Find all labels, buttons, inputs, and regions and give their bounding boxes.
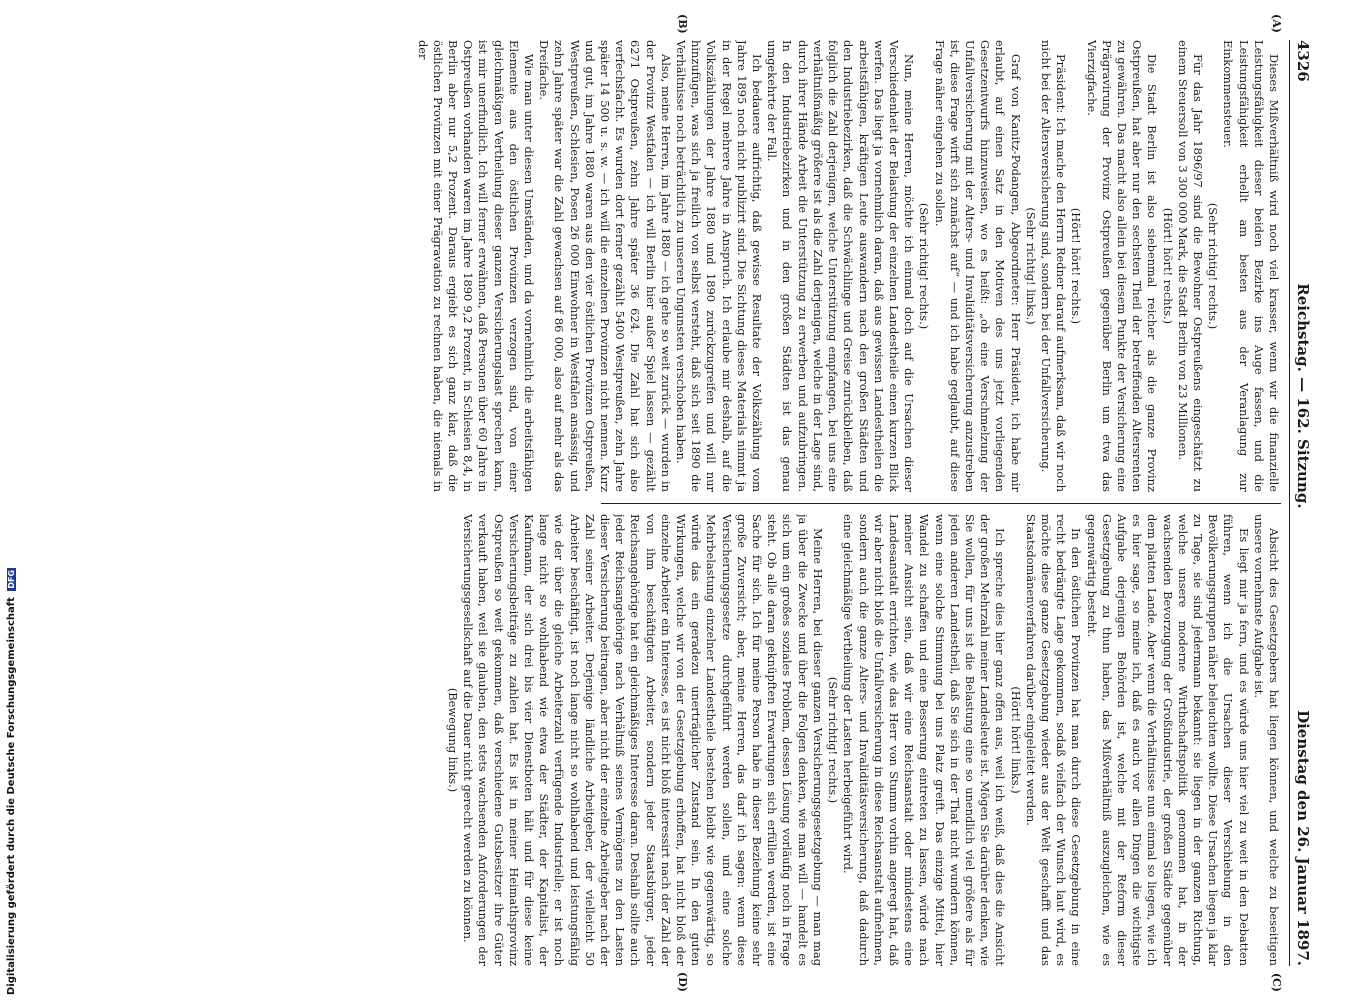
paragraph: Meine Herren, bei dieser ganzen Versicherungsgesetzgebung — man mag ja über die Zwecke und über die Folgen denken, wie man will — handelt es sich um ein großes soziales Problem, dessen Lösung vorläufig noch in Frage steht. Ob alle daran geknüpften Erwartungen sich erfüllen werden, ist eine Sache für sich. Ich für meine Person habe in dieser Beziehung keine sehr große Zuversicht; aber, meine Herren, das darf ich sagen: wenn diese Versicherungsgesetze durchgeführt werden sollen, und eine solche Mehrbelastung einzelner Landestheile bestehen bleibt wie gegenwärtig, so würde das ein geradezu unerträglicher Zustand sein. In den guten Wirkungen, welche wir von der Gesetzgebung erhoffen, hat nicht bloß der einzelne Arbeiter ein Interesse, es ist nicht bloß interessirt nach der Zahl der von ihm beschäftigten Arbeiter, sondern jeder Staatsbürger, jeder Reichsangehörige hat ein gleichmäßiges Interesse daran. Deshalb sollte auch jeder Reichsangehörige nach Verhältniß seines Vermögens zu den Lasten dieser Versicherung beitragen, aber nicht der einzelne Arbeitgeber nach der Zahl seiner Arbeiter. Derjenige ländliche Arbeitgeber, der vielleicht 50 Arbeiter beschäftigt, ist noch lange nicht so wohlhabend und leistungsfähig wie der über die gleiche Arbeiterzahl verfügende Industrielle; er ist noch lange nicht so wohlhabend wie etwa der Städter, der Kapitalist, der Kaufmann, der sich drei bis vier Dienstboten hält und für diese keine Versicherungsbeiträge zu zahlen hat. Es ist in meiner Heimathsprovinz Ostpreußen so weit gekommen, daß verschiedene Gutsbesitzer ihre Güter verkauft haben, weil sie glauben, den stets wachsenden Anforderungen der Versicherungsgesellschaft auf die Dauer nicht gerecht werden zu können. — [461, 514, 825, 966]
paragraph: Absicht des Gesetzgebers hat liegen können, und welche zu beseitigen unsere vornehmste Aufgabe ist. — [1251, 514, 1281, 966]
margin-marker-b: (B) — [676, 14, 689, 34]
paragraph: (Sehr richtig! rechts.) — [917, 202, 932, 330]
dfg-logo: DFG — [7, 569, 16, 589]
column-divider — [601, 503, 1281, 504]
margin-marker-a: (A) — [1270, 14, 1283, 33]
paragraph: (Hört! hört! links.) — [1008, 686, 1023, 794]
paragraph: In den östlichen Provinzen hat man durch diese Gesetzgebung in eine recht bedrängte Lage gekommen, sodaß vielfach der Wunsch laut wird, es möchte diese ganze Gesetzgebung wieder aus der Welt geschafft und das Staatsdomänenverfahren darüber eingeleitet werden. — [1023, 514, 1084, 966]
margin-marker-c: (C) — [1270, 972, 1283, 992]
margin-marker-d: (D) — [676, 972, 689, 992]
paragraph: Ich bedauere aufrichtig, daß gewisse Resultate der Volkszählung vom Jahre 1895 noch nicht publizirt sind. Die Sichtung dieses Materials nimmt ja in der Regel mehrere Jahre in Anspruch. Ich erlaube mir deshalb, auf die Volkszählungen der Jahre 1880 und 1890 zurückzugreifen und will nur hinzufügen, was sich ja freilich von selbst versteht, daß sich seit 1890 die Verhältnisse noch beträchtlich zu unseren Ungunsten verschoben haben. — [674, 40, 765, 492]
paragraph: Dieses Mißverhältniß wird noch viel krasser, wenn wir die finanzielle Leistungsfähigkeit dieser beiden Bezirke ins Auge fassen, und die Leistungsfähigkeit erhellt am besten aus der Veranlagung zur Einkommensteuer. — [1221, 40, 1281, 492]
document-page — [30, 0, 1330, 1000]
paragraph: Für das Jahr 1896/97 sind die Bewohner Ostpreußens eingeschätzt zu einem Steuersoll von 3 300 000 Mark, die Stadt Berlin von 23 Millionen. — [1175, 40, 1205, 492]
paragraph: Nun, meine Herren, möchte ich einmal doch auf die Ursachen dieser Verschiedenheit der Belastung der einzelnen Landestheile einen kurzen Blick werfen. Das liegt ja vornehmlich daran, daß aus gewissen Landestheilen die arbeitsfähigen, kräftigen Leute auswandern nach den großen Städten und den Industriebezirken, daß die Schwächlinge und Greise zurückbleiben, daß folglich die Zahl derjenigen, welche Unterstützung empfangen, bei uns eine verhältnißmäßig größere ist als die Zahl derjenigen, welche in der Lage sind, durch ihrer Hände Arbeit die Unterstützung zu erwerben und aufzubringen. In den Industriebezirken und in den großen Städten ist das genau umgekehrte der Fall. — [765, 40, 917, 492]
paragraph: (Sehr richtig! links.) — [1023, 207, 1038, 325]
page-number: 4326 — [1294, 40, 1312, 82]
paragraph: Präsident: Ich mache den Herrn Redner darauf aufmerksam, daß wir noch nicht bei der Altersversicherung sind, sondern bei der Unfallversicherung. — [1038, 40, 1069, 492]
right-column — [101, 514, 1281, 966]
left-column — [101, 40, 1281, 492]
paragraph: Graf von Kanitz-Podangen, Abgeordneter: Herr Präsident, ich habe mir erlaubt, auf einen Satz in den Motiven des uns jetzt vorliegenden Gesetzentwurfs hinzuweisen, wo es heißt: „ob eine Verschmelzung der Unfallversicherung mit der Alters- und Invaliditätsversicherung anzustreben ist, diese Frage wirft sich zunächst auf“ — und ich habe geglaubt, auf diese Frage näher eingehen zu sollen. — [932, 40, 1023, 492]
session-date: Dienstag den 26. Januar 1897. — [1294, 710, 1312, 966]
text-columns — [101, 14, 1283, 992]
paragraph: (Bewegung links.) — [446, 687, 461, 793]
session-title: Reichstag. — 162. Sitzung. — [1294, 283, 1312, 509]
paragraph: Ich spreche dies hier ganz offen aus, weil ich weiß, daß dies die Ansicht der großen Mehrzahl meiner Landesleute ist. Mögen Sie darüber denken, wie Sie wollen, für uns ist die Belastung eine so unendlich viel größere als für jeden anderen Landestheil, daß Sie sich in der That nicht wundern können, wenn eine solche Stimmung bei uns Platz greift. Das einzige Mittel, hier Wandel zu schaffen und eine Besserung eintreten zu lassen, würde nach meiner Ansicht sein, daß wir eine Reichsanstalt oder mindestens eine Landesanstalt errichten, wie das Herr von Stumm vorhin angeregt hat, daß wir aber nicht bloß die Unfallversicherung in diese Reichsanstalt aufnehmen, sondern auch die ganze Alters- und Invaliditätsversicherung, daß dadurch eine gleichmäßige Vertheilung der Lasten herbeigeführt wird. — [841, 514, 1008, 966]
paragraph: (Hört! hört! rechts.) — [1160, 207, 1175, 325]
paragraph: Es liegt mir ja fern, und es würde uns hier viel zu weit in den Debatten führen, wenn ich die Ursachen dieser Verschiebung in den Bevölkerungsgruppen näher beleuchten wollte. Diese Ursachen liegen ja klar zu Tage, sie sind jedermann bekannt: sie liegen in der ganzen Richtung, welche unsere moderne Wirthschaftspolitik genommen hat, in der wachsenden Bevorzugung der Großindustrie, der großen Städte gegenüber dem platten Lande. Aber wenn die Verhältnisse nun einmal so liegen, wie ich es hier sage, so meine ich, daß es auch vor allen Dingen die wichtigste Aufgabe derjenigen Behörden ist, welche mit der Reform dieser Gesetzgebung zu thun haben, das Mißverhältniß auszugleichen, wie es gegenwärtig besteht. — [1084, 514, 1251, 966]
page-header — [1289, 40, 1312, 966]
paragraph: Wie man unter diesen Umständen, und da vornehmlich die arbeitsfähigen Elemente aus den östlichen Provinzen verzogen sind, von einer gleichmäßigen Vertheilung dieser ganzen Versicherungslast sprechen kann, ist mir unerfindlich. Ich will ferner erwähnen, daß Personen über 60 Jahre in Ostpreußen vorhanden waren im Jahre 1890 9,2 Prozent, in Schlesien 8,4, in Berlin aber nur 5,2 Prozent. Daraus ergiebt es sich ganz klar, daß die östlichen Provinzen mit einer Prägravation zu rechnen haben, die niemals in der — [415, 40, 537, 492]
paragraph: Also, meine Herren, im Jahre 1880 — ich gehe so weit zurück — wurden in der Provinz Westfalen — ich will Berlin hier außer Spiel lassen — gezählt 6271 Ostpreußen, zehn Jahre später 36 624. Die Zahl hat sich also verfechsfacht. Es wurden dort ferner gezählt 5400 Westpreußen, zehn Jahre später 14 500 u. s. w. — ich will die einzelnen Provinzen nicht nennen. Kurz und gut, im Jahre 1880 waren aus den vier östlichen Provinzen Ostpreußen, Westpreußen, Schlesien, Posen 26 000 Einwohner in Westfalen ansässig, und zehn Jahre später war die Zahl gewachsen auf 86 000, also auf mehr als das Dreifache. — [537, 40, 673, 492]
paragraph: (Hört! hört! rechts.) — [1069, 207, 1084, 325]
paragraph: (Sehr richtig! rechts.) — [826, 676, 841, 804]
paragraph: Die Stadt Berlin ist also siebenmal reicher als die ganze Provinz Ostpreußen, hat aber nur den sechsten Theil der betreffenden Altersrenten zu gewähren. Das macht also allein bei diesem Punkte der Versicherung eine Prägravirung der Provinz Ostpreußen gegenüber Berlin um etwa das Vierzigfache. — [1084, 40, 1160, 492]
digitization-credit — [0, 0, 22, 1000]
paragraph: (Sehr richtig! rechts.) — [1206, 202, 1221, 330]
credit-text: Digitalisierung gefördert durch die Deutsche Forschungsgemeinschaft — [6, 597, 17, 995]
